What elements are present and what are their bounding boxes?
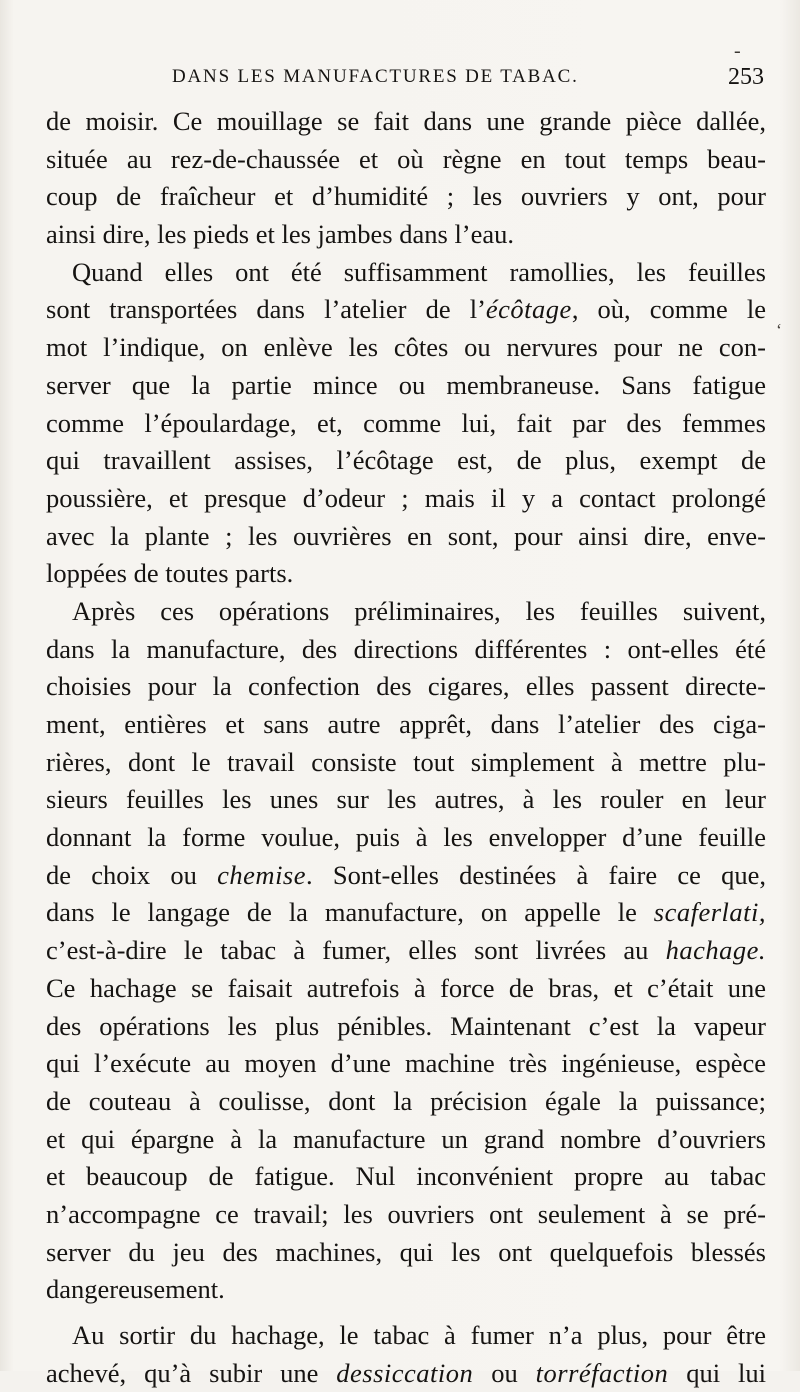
text-line: sont transportées dans l’atelier de l’écôtage, où, comme le: [46, 294, 766, 325]
text-line: achevé, qu’à subir une dessiccation ou torréfaction qui lui: [46, 1357, 766, 1388]
text-line: ment, entières et sans autre apprêt, dans l’atelier des ciga-: [46, 709, 766, 739]
page-number: 253: [728, 64, 764, 90]
italic-term: torréfaction: [535, 1357, 669, 1388]
text-line: Quand elles ont été suffisamment ramollies, les feuilles: [72, 256, 766, 287]
text-line: avec la plante ; les ouvrières en sont, pour ainsi dire, enve-: [46, 520, 766, 551]
text-line: de couteau à coulisse, dont la précision égale la puissance;: [46, 1085, 766, 1116]
text-line: dangereusement.: [46, 1274, 225, 1305]
text-line: comme l’époulardage, et, comme lui, fait par des femmes: [46, 407, 766, 438]
italic-term: scaferlati,: [653, 897, 766, 928]
text-line: server que la partie mince ou membraneuse. Sans fatigue: [46, 369, 766, 400]
italic-term: hachage.: [665, 935, 766, 966]
text-line: Au sortir du hachage, le tabac à fumer n’a plus, pour être: [72, 1320, 766, 1350]
text-line: rières, dont le travail consiste tout simplement à mettre plu-: [46, 746, 766, 777]
italic-term: dessiccation: [336, 1357, 474, 1388]
running-title: DANS LES MANUFACTURES DE TABAC.: [172, 66, 579, 87]
text-line: de moisir. Ce mouillage se fait dans une grande pièce dallée,: [46, 106, 766, 136]
text-line: qui l’exécute au moyen d’une machine très ingénieuse, espèce: [46, 1048, 766, 1079]
text-line: n’accompagne ce travail; les ouvriers ont seulement à se pré-: [46, 1198, 766, 1229]
text-line: qui travaillent assises, l’écôtage est, de plus, exempt de: [46, 445, 766, 476]
margin-mark: ‘: [776, 320, 782, 340]
text-line: sieurs feuilles les unes sur les autres, à les rouler en leur: [46, 784, 766, 815]
text-line: c’est-à-dire le tabac à fumer, elles sont livrées au hachage.: [46, 935, 766, 966]
text-line: dans la manufacture, des directions différentes : ont-elles été: [46, 633, 766, 664]
text-line: dans le langage de la manufacture, on appelle le scaferlati,: [46, 897, 766, 928]
text-line: des opérations les plus pénibles. Maintenant c’est la vapeur: [46, 1010, 766, 1041]
text-line: Après ces opérations préliminaires, les feuilles suivent,: [72, 595, 766, 626]
text-line: coup de fraîcheur et d’humidité ; les ouvriers y ont, pour: [46, 181, 766, 212]
text-line: Ce hachage se faisait autrefois à force de bras, et c’était une: [46, 972, 766, 1003]
text-line: ainsi dire, les pieds et les jambes dans l’eau.: [46, 219, 515, 250]
text-line: située au rez-de-chaussée et où règne en tout temps beau-: [46, 143, 766, 174]
italic-term: chemise: [217, 859, 307, 890]
text-line: mot l’indique, on enlève les côtes ou nervures pour ne con-: [46, 332, 766, 363]
text-line: donnant la forme voulue, puis à les envelopper d’une feuille: [46, 822, 766, 853]
text-line: poussière, et presque d’odeur ; mais il y a contact prolongé: [46, 482, 766, 513]
text-line: choisies pour la confection des cigares, elles passent directe-: [46, 671, 766, 702]
top-mark: -: [734, 40, 741, 62]
running-header: [172, 62, 764, 98]
text-line: et qui épargne à la manufacture un grand nombre d’ouvriers: [46, 1123, 766, 1154]
italic-term: écôtage: [485, 294, 572, 325]
text-line: loppées de toutes parts.: [46, 558, 294, 589]
text-line: de choix ou chemise. Sont-elles destinées à faire ce que,: [46, 859, 766, 890]
text-line: et beaucoup de fatigue. Nul inconvénient propre au tabac: [46, 1161, 766, 1192]
text-line: server du jeu des machines, qui les ont quelquefois blessés: [46, 1236, 766, 1267]
body-text: [46, 103, 766, 1392]
